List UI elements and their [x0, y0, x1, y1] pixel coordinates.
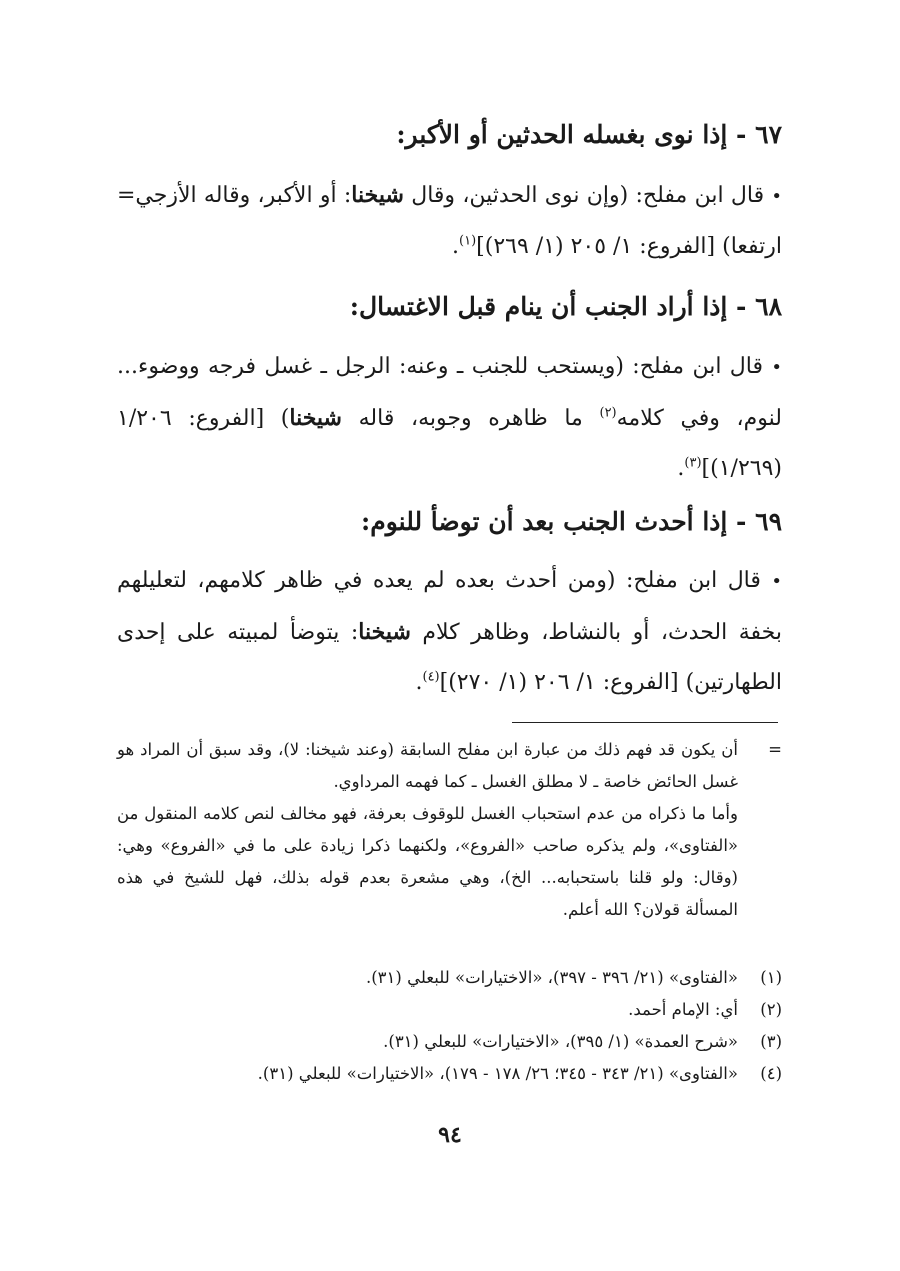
footnote-item [117, 1058, 782, 1090]
section-paragraph-67 [117, 170, 782, 272]
section-heading-69: ٦٩ - إذا أحدث الجنب بعد أن توضأ للنوم: [361, 507, 782, 536]
bullet-icon: • [771, 571, 782, 592]
footnote-item [117, 1026, 782, 1058]
footnote-continuation-paragraph: وأما ما ذكراه من عدم استحباب الغسل للوقوف بعرفة، فهو مخالف لنص كلامه المنقول من «الفتاوى»، ولم يذكره صاحب «الفروع»، ولكنهما ذكرا زيادة على ما في «الفروع» وهي: (وقال: ولو قلنا باستحبابه... الخ)، وهي مشعرة بعدم قوله بذلك، فهل للشيخ في هذه المسألة قولان؟ الله أعلم. [117, 804, 738, 919]
section-heading-67: ٦٧ - إذا نوى بغسله الحدثين أو الأكبر: [396, 120, 782, 149]
bold-term: شيخنا [351, 182, 404, 208]
paragraph-text: ) [الفروع: ١/٢٠٦ (١/٢٦٩)] [117, 406, 782, 481]
footnote-continuation-paragraph: أن يكون قد فهم ذلك من عبارة ابن مفلح السابقة (وعند شيخنا: لا)، وقد سبق أن المراد هو غسل الحائض خاصة ـ لا مطلق الغسل ـ كما فهمه المرداوي. [117, 740, 738, 791]
bold-term: شيخنا [358, 619, 411, 645]
footnote-number: (٣) [760, 1032, 782, 1051]
section-heading-68: ٦٨ - إذا أراد الجنب أن ينام قبل الاغتسال: [349, 292, 782, 321]
footnote-continuation [117, 734, 782, 926]
footnote-text: «شرح العمدة» (١/ ٣٩٥)، «الاختيارات» للبعلي (٣١). [383, 1032, 738, 1051]
footnote-number: (٤) [760, 1064, 782, 1083]
footnote-list [117, 962, 782, 1090]
page-number: ٩٤ [438, 1122, 462, 1148]
footnote-text: «الفتاوى» (٢١/ ٣٩٦ - ٣٩٧)، «الاختيارات» للبعلي (٣١). [365, 968, 738, 987]
paragraph-text: قال ابن مفلح: (ويستحب للجنب ـ وعنه: الرجل ـ غسل فرجه ووضوء... لنوم، وفي كلامه [117, 354, 782, 431]
bold-term: شيخنا [289, 405, 342, 431]
paragraph-text: : يتوضأ لمبيته على إحدى الطهارتين) [الفروع: ١/ ٢٠٦ (١/ ٢٧٠)] [117, 620, 782, 695]
footnote-text: أي: الإمام أحمد. [628, 1000, 738, 1019]
footnote-number: (٢) [760, 1000, 782, 1019]
bullet-icon: • [771, 186, 782, 207]
paragraph-text: : أو الأكبر، وقاله الأزجي= ارتفعا) [الفروع: ١/ ٢٠٥ (١/ ٢٦٩)] [117, 183, 782, 259]
paragraph-end: . [452, 234, 460, 259]
bullet-icon: • [771, 357, 782, 378]
section-paragraph-69 [117, 556, 782, 708]
paragraph-text: قال ابن مفلح: (وإن نوى الحدثين، وقال [403, 183, 772, 208]
footnote-item [117, 994, 782, 1026]
section-paragraph-68 [117, 342, 782, 494]
paragraph-text: قال ابن مفلح: (ومن أحدث بعده لم يعده في ظاهر كلامهم، لتعليلهم بخفة الحدث، أو بالنشاط، وظاهر كلام [117, 568, 782, 645]
footnote-ref-4[interactable]: (٤) [422, 669, 440, 685]
paragraph-end: . [677, 456, 685, 481]
footnote-ref-1[interactable]: (١) [459, 233, 477, 249]
footnote-text: «الفتاوى» (٢١/ ٣٤٣ - ٣٤٥؛ ٢٦/ ١٧٨ - ١٧٩)، «الاختيارات» للبعلي (٣١). [257, 1064, 738, 1083]
footnote-item [117, 962, 782, 994]
footnote-ref-2[interactable]: (٢) [599, 405, 617, 421]
footnote-ref-3[interactable]: (٣) [684, 455, 702, 471]
footnote-separator [512, 722, 778, 723]
paragraph-text: ما ظاهره وجوبه، قاله [342, 406, 600, 431]
continuation-mark: = [768, 740, 782, 759]
footnote-number: (١) [760, 968, 782, 987]
paragraph-end: . [415, 670, 423, 695]
